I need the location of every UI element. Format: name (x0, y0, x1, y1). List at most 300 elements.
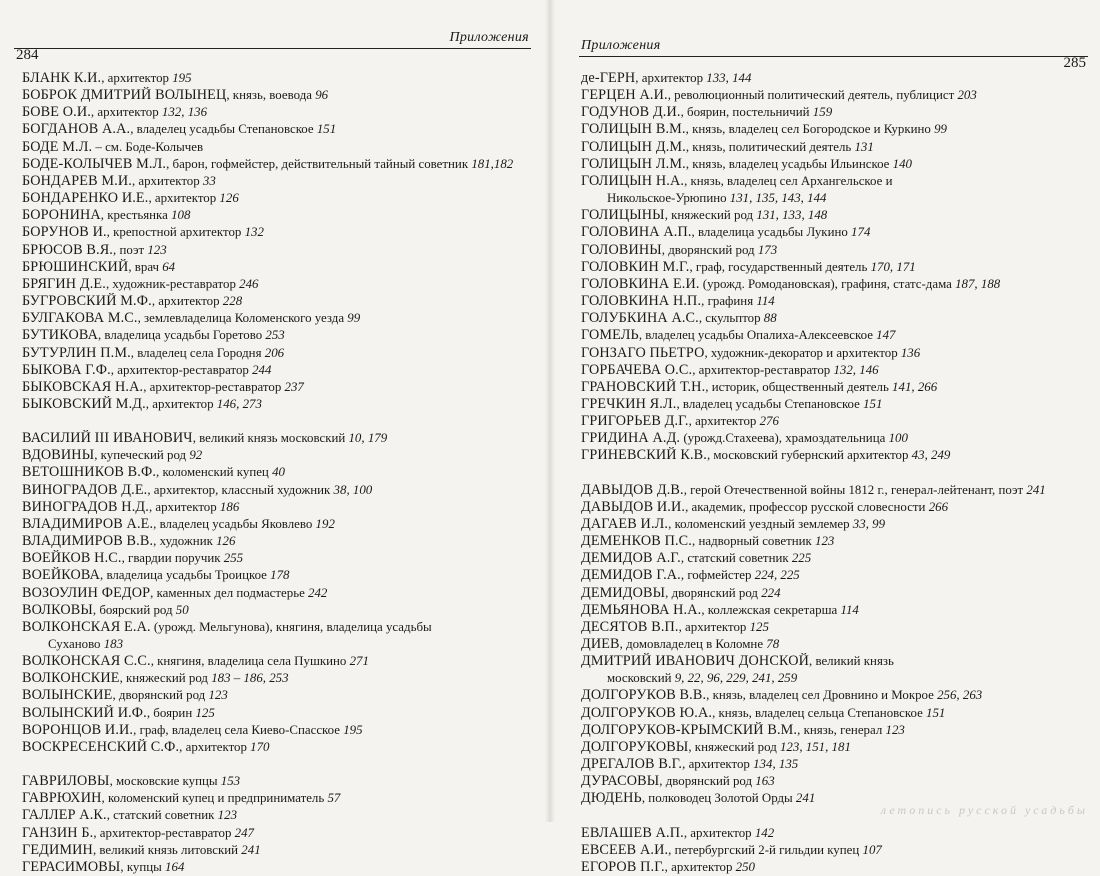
index-entry-description: , князь, владелец сел Архангельское и (684, 173, 893, 188)
index-entry-description: , архитектор (131, 173, 203, 188)
index-entry (581, 379, 1093, 396)
index-entry-pages: 126 (219, 191, 239, 206)
index-entry (22, 87, 542, 104)
index-entry-pages: 271 (349, 654, 369, 669)
index-entry-pages: 33 (202, 173, 216, 188)
index-entry-description: , великий князь (809, 654, 894, 669)
index-entry-name: де-ГЕРН (581, 70, 636, 86)
index-entry-pages: 9, 22, 96, 229, 241, 259 (674, 671, 798, 686)
index-entry-description: , архитектор (682, 757, 754, 772)
index-entry (22, 516, 542, 533)
index-entry-name: ДЕМИДОВ Г.А. (581, 567, 681, 584)
index-entry-pages: 134, 135 (753, 757, 799, 772)
index-entry-pages: 242 (308, 585, 328, 600)
index-entry (22, 585, 542, 602)
index-entry (22, 70, 542, 87)
index-entry-pages: 203 (957, 88, 977, 103)
index-entry-description: , архитектор (145, 396, 217, 411)
index-entry (22, 207, 542, 224)
index-entry-pages: 57 (327, 791, 341, 806)
index-entry (22, 464, 542, 481)
index-entry-name: ГЕРЦЕН А.И. (581, 87, 668, 104)
index-entry-pages: 132, 136 (161, 105, 208, 120)
index-entry-description: , дворянский род (112, 688, 209, 703)
index-entry-description: Суханово (48, 637, 104, 651)
index-entry-pages: 266 (928, 499, 949, 514)
index-entry-description: , надворный советник (692, 534, 816, 549)
index-entry-description: , архитектор (148, 191, 220, 206)
index-entry-name: ДОЛГОРУКОВ В.В. (581, 687, 707, 704)
header-rule (579, 56, 1088, 57)
index-entry-description: , гвардии поручик (121, 551, 224, 566)
index-entry-pages: 181,182 (471, 156, 514, 171)
index-entry (581, 224, 1093, 241)
index-entry-name: БЫКОВА Г.Ф. (22, 361, 111, 378)
index-entry-name: ДОЛГОРУКОВЫ (581, 738, 689, 755)
index-entry-name: ДЮДЕНЬ (581, 790, 642, 807)
index-entry-name: ЕВСЕЕВ А.И. (581, 841, 669, 858)
index-entry-description: , дворянский род (665, 585, 762, 600)
index-entry-name: ВОЗОУЛИН ФЕДОР (22, 584, 151, 601)
index-entry-pages: 247 (234, 825, 254, 840)
index-entry-name: ВОЕЙКОВА (22, 567, 100, 584)
index-entry (581, 327, 1093, 344)
index-entry (22, 362, 542, 379)
index-entry (581, 242, 1093, 259)
running-head-title: Приложения (449, 30, 529, 45)
index-entry-name: ГРЕЧКИН Я.Л. (581, 395, 677, 412)
index-entry-name: БОДЕ М.Л. (22, 138, 93, 155)
index-entry-name: БОНДАРЕНКО И.Е. (22, 190, 149, 207)
index-entry-pages: 123, 151, 181 (779, 739, 851, 754)
index-entry-name: ДРЕГАЛОВ В.Г. (581, 756, 683, 773)
index-entry-name: ГОЛИЦЫН Н.А. (581, 172, 685, 189)
index-entry-pages: 125 (749, 619, 769, 634)
index-entry-name: ГОРБАЧЕВА О.С. (581, 361, 693, 378)
index-entry-pages: 131 (854, 139, 874, 154)
index-entry-name: ГОДУНОВ Д.И. (581, 104, 681, 121)
index-entry-name: ДАВЫДОВ Д.В. (581, 481, 684, 498)
index-entry (22, 242, 542, 259)
index-entry-name: ДМИТРИЙ ИВАНОВИЧ ДОНСКОЙ (581, 653, 809, 670)
index-entry-description: , крепостной архитектор (106, 225, 245, 240)
index-entry (581, 293, 1093, 310)
index-entry-name: ВОЛКОНСКИЕ (22, 670, 120, 687)
index-entry (22, 499, 542, 516)
index-entry-description: , каменных дел подмастерье (150, 585, 309, 600)
index-entry (22, 790, 542, 807)
index-entry (22, 259, 542, 276)
index-entry-name: ВОЛЫНСКИЕ (22, 687, 113, 704)
index-entry-pages: 88 (763, 311, 777, 326)
index-entry-name: ЕВЛАШЕВ А.П. (581, 824, 684, 841)
index-entry-description: , владелец усадьбы Опалиха-Алексеевское (638, 328, 877, 343)
index-entry-pages: 100 (888, 431, 908, 446)
index-entry-description: , скульптор (698, 311, 764, 326)
index-entry-pages: 151 (926, 705, 946, 720)
index-entry-description: , статский советник (680, 551, 792, 566)
index-entry-name: БОВЕ О.И. (22, 104, 91, 121)
index-entry (22, 533, 542, 550)
index-entry-description: , граф, владелец села Киево-Спасское (133, 722, 344, 737)
index-entry-description: , герой Отечественной войны 1812 г., генерал-лейтенант, поэт (683, 482, 1027, 497)
index-entry-description: , архитектор-реставратор (143, 379, 285, 394)
index-entry-name: ГОЛИЦЫН Л.М. (581, 155, 686, 172)
index-entry (22, 327, 542, 344)
index-entry-description: , княжеский род (688, 739, 780, 754)
index-entry-description: , революционный политический деятель, публицист (667, 88, 958, 103)
index-entry-pages: 123 (815, 534, 835, 549)
index-entry-pages: 99 (347, 311, 361, 326)
index-entry-name: БРЮСОВ В.Я. (22, 241, 114, 258)
index-entry-name: ДАВЫДОВ И.И. (581, 498, 686, 515)
index-entry-description: , боярин (146, 705, 196, 720)
index-entry-pages: 153 (220, 774, 241, 789)
index-entry (22, 276, 542, 293)
index-entry-name: ЕГОРОВ П.Г. (581, 858, 665, 875)
index-entry-pages: 255 (223, 551, 244, 566)
index-entry-name: ВДОВИНЫ (22, 447, 95, 464)
index-entry-pages: 131, 135, 143, 144 (729, 191, 827, 206)
index-entry (22, 121, 542, 138)
index-entry (581, 396, 1093, 413)
index-entry (581, 619, 1093, 636)
index-entry-description: , московский губернский архитектор (706, 448, 912, 463)
index-entry (581, 825, 1093, 842)
index-entry-name: ВОЛКОВЫ (22, 601, 93, 618)
index-entry-name: ГОЛИЦЫН Д.М. (581, 138, 686, 155)
index-entry-name: ВОЛЫНСКИЙ И.Ф. (22, 704, 147, 721)
index-entry-description: , архитектор, классный художник (147, 482, 334, 497)
index-entry-pages: 147 (876, 328, 896, 343)
index-entry (22, 345, 542, 362)
index-entry-name: БЫКОВСКИЙ М.Д. (22, 395, 146, 412)
index-entry-pages: 170, 171 (870, 259, 916, 274)
index-entry-pages: 126 (216, 534, 236, 549)
index-entry (581, 430, 1093, 447)
index-entry-description: , московские купцы (109, 774, 221, 789)
index-entry-description: , владелец села Городня (130, 345, 265, 360)
index-entry (22, 773, 542, 790)
index-entry-description: – см. Боде-Колычев (92, 139, 204, 154)
index-entry-description: , дворянский род (661, 242, 758, 257)
index-entry-name: ГАВРЮХИН (22, 790, 102, 807)
index-entry (22, 156, 542, 173)
index-entry (581, 173, 1093, 190)
index-entry (581, 345, 1093, 362)
index-entry (22, 825, 542, 842)
index-entry-pages: 107 (862, 842, 882, 857)
index-entry (581, 636, 1093, 653)
index-entry-name: БЛАНК К.И. (22, 70, 102, 86)
index-entry-description: , историк, общественный деятель (705, 379, 893, 394)
index-entry-pages: 108 (171, 208, 191, 223)
index-entry-description: , князь, владелец сельца Степановское (712, 705, 927, 720)
index-entry-description: московский (607, 671, 675, 686)
index-entry-description: , князь, политический деятель (685, 139, 855, 154)
index-entry-description: , архитектор (683, 825, 755, 840)
index-entry-description: , статский советник (106, 808, 218, 823)
index-entry-description: , дворянский род (659, 774, 756, 789)
index-entry-pages: 151 (316, 122, 337, 137)
index-entry-name: БРЮШИНСКИЙ (22, 258, 129, 275)
index-entry-description: , владелица усадьбы Троицкое (100, 568, 271, 583)
index-entry-pages: 163 (755, 774, 775, 789)
index-entry-name: ГРИНЕВСКИЙ К.В. (581, 447, 707, 464)
index-entry-name: БУТИКОВА (22, 327, 98, 344)
index-entry (581, 207, 1093, 224)
index-entry (581, 585, 1093, 602)
index-entry-description: (урожд. Ромодановская), графиня, статс-дама (699, 276, 956, 291)
index-entry-pages: 136 (900, 345, 921, 360)
index-entry-pages: 159 (812, 105, 833, 120)
index-entry-name: БОГДАНОВ А.А. (22, 121, 131, 138)
index-entry (22, 104, 542, 121)
index-entry-name: ВИНОГРАДОВ Д.Е. (22, 481, 148, 498)
index-entry-pages: 237 (284, 379, 304, 394)
index-entry (22, 567, 542, 584)
watermark: летопись русской усадьбы (880, 803, 1088, 817)
index-entry-description: , архитектор (635, 71, 707, 85)
index-entry-pages: 225 (791, 551, 812, 566)
index-entry-description: , князь, владелец усадьбы Ильинское (685, 156, 893, 171)
index-entry (581, 859, 1093, 876)
index-entry-name: ГОЛУБКИНА А.С. (581, 310, 699, 327)
index-entry (22, 859, 542, 876)
index-entry-name: БУТУРЛИН П.М. (22, 344, 131, 361)
index-entry-name: ДАГАЕВ И.Л. (581, 515, 669, 532)
index-entry-description: , граф, государственный деятель (689, 259, 871, 274)
index-entry-description: , князь, владелец сел Дровнино и Мокрое (706, 688, 938, 703)
index-entry-pages: 173 (757, 242, 778, 257)
index-entry (581, 533, 1093, 550)
index-entry-name: ДЕМЕНКОВ П.С. (581, 533, 692, 550)
index-entry (22, 173, 542, 190)
index-entry-description: , владелец усадьбы Степановское (676, 396, 864, 411)
index-entry-pages: 224, 225 (754, 568, 800, 583)
index-entry-name: ВОЕЙКОВ Н.С. (22, 550, 122, 567)
index-entry-pages: 146, 273 (216, 396, 262, 411)
index-entry-pages: 78 (766, 637, 780, 651)
index-entry-name: ГАНЗИН Б. (22, 824, 94, 841)
index-entry-description: , княжеский род (664, 208, 757, 223)
index-entry-name: ГРИДИНА А.Д. (581, 430, 681, 447)
index-entry-pages: 187, 188 (955, 276, 1001, 291)
index-entry-description: , архитектор (90, 105, 162, 120)
index-entry-pages: 114 (756, 294, 775, 309)
index-entry-name: ВОЛКОНСКАЯ С.С. (22, 653, 151, 670)
index-entry (22, 602, 542, 619)
index-entry-description: , архитектор (101, 71, 173, 85)
index-entry-name: ГОЛИЦЫН В.М. (581, 121, 686, 138)
index-entry (22, 447, 542, 464)
index-entry-name: ГОНЗАГО ПЬЕТРО (581, 344, 705, 361)
index-entry-description: , владелец усадьбы Яковлево (153, 516, 316, 531)
index-entry-name: ВЛАДИМИРОВ В.В. (22, 533, 154, 550)
right-page (555, 0, 1100, 875)
index-column-left (22, 70, 542, 876)
index-entry-pages: 38, 100 (333, 482, 373, 497)
index-entry (22, 293, 542, 310)
index-entry-description: , княгиня, владелица села Пушкино (150, 654, 350, 669)
index-entry (22, 310, 542, 327)
index-entry-name: ГАЛЛЕР А.К. (22, 807, 107, 824)
index-entry (581, 687, 1093, 704)
index-entry-pages: 250 (735, 859, 755, 874)
index-entry-description: , архитектор-реставратор (93, 825, 235, 840)
index-entry-name: ГЕРАСИМОВЫ (22, 858, 121, 875)
index-entry (22, 687, 542, 704)
index-entry (581, 499, 1093, 516)
index-entry-name: БУГРОВСКИЙ М.Ф. (22, 293, 152, 310)
index-entry-pages: 244 (252, 362, 272, 377)
index-entry (581, 516, 1093, 533)
index-entry-pages: 131, 133, 148 (756, 208, 828, 223)
index-entry-description: Никольское-Урюпино (607, 191, 730, 206)
index-entry (581, 139, 1093, 156)
index-entry (22, 482, 542, 499)
index-entry-description: , князь, воевода (226, 88, 316, 103)
index-entry-pages: 241 (1026, 482, 1046, 497)
index-entry-description: , владелица усадьбы Лукино (691, 225, 852, 240)
running-head-title: Приложения (581, 38, 661, 53)
index-entry-pages: 276 (759, 414, 779, 429)
index-entry-pages: 224 (761, 585, 781, 600)
index-entry-description: , князь, генерал (797, 722, 886, 737)
index-entry-name: ГОЛОВКИН М.Г. (581, 258, 690, 275)
index-entry-name: ВЕТОШНИКОВ В.Ф. (22, 464, 157, 481)
index-entry-pages: 123 (217, 808, 238, 823)
index-entry-name: БОДЕ-КОЛЫЧЕВ М.Л. (22, 155, 167, 172)
index-column-right (581, 70, 1093, 876)
index-entry-pages: 33, 99 (852, 516, 886, 531)
index-entry (22, 224, 542, 241)
index-entry-pages: 253 (265, 328, 285, 343)
index-entry-description: , великий князь литовский (92, 842, 242, 857)
index-entry (22, 842, 542, 859)
index-entry-description: , княжеский род (119, 671, 212, 686)
index-entry-description: , полководец Золотой Орды (641, 791, 796, 806)
index-entry (581, 362, 1093, 379)
index-entry (22, 739, 542, 756)
index-entry-name: ДОЛГОРУКОВ Ю.А. (581, 704, 713, 721)
index-entry (581, 602, 1093, 619)
index-entry-name: ГОЛОВИНА А.П. (581, 224, 692, 241)
index-entry-pages: 178 (270, 568, 290, 583)
index-entry (22, 379, 542, 396)
index-entry (581, 310, 1093, 327)
index-entry-description: , гофмейстер (680, 568, 755, 583)
index-entry-pages: 123 (147, 242, 167, 257)
index-entry-name: ГОЛОВКИНА Е.И. (581, 275, 700, 292)
index-entry-name: БУЛГАКОВА М.С. (22, 310, 138, 327)
index-entry-name: ГОМЕЛЬ (581, 327, 639, 344)
index-entry-pages: 183 – 186, 253 (211, 671, 289, 686)
index-entry-pages: 114 (840, 602, 859, 617)
index-entry-description: , крестьянка (100, 208, 172, 223)
index-entry-description: , владелец усадьбы Степановское (130, 122, 317, 137)
index-entry-name: ВИНОГРАДОВ Н.Д. (22, 498, 149, 515)
index-entry-pages: 123 (885, 722, 905, 737)
index-entry (22, 722, 542, 739)
index-entry-description: , врач (128, 259, 163, 274)
index-entry-continuation (22, 636, 542, 653)
index-entry-description: , художник-декоратор и архитектор (704, 345, 901, 360)
index-entry-description: , коломенский купец и предприниматель (101, 791, 328, 806)
index-entry-pages: 195 (343, 722, 363, 737)
index-entry-pages: 151 (863, 396, 883, 411)
index-entry-pages: 141, 266 (892, 379, 938, 394)
index-entry-description: , коломенский купец (156, 465, 273, 480)
index-entry-name: ГЕДИМИН (22, 841, 93, 858)
index-entry-description: , боярин, постельничий (680, 105, 813, 120)
index-entry-pages: 92 (189, 448, 203, 463)
index-entry-description: , художник-реставратор (105, 276, 240, 291)
index-entry (581, 447, 1093, 464)
index-entry (581, 121, 1093, 138)
index-entry-name: ВОРОНЦОВ И.И. (22, 721, 134, 738)
index-entry-description: , князь, владелец сел Богородское и Куркино (685, 122, 935, 137)
index-entry-description: , домовладелец в Коломне (619, 637, 767, 651)
index-entry (581, 567, 1093, 584)
index-entry-pages: 246 (239, 276, 259, 291)
index-entry-name: ГРИГОРЬЕВ Д.Г. (581, 413, 689, 430)
index-entry (581, 87, 1093, 104)
index-entry-description: , купеческий род (94, 448, 190, 463)
index-entry-name: ВОЛКОНСКАЯ Е.А. (22, 618, 151, 635)
index-entry (581, 482, 1093, 499)
left-page (0, 0, 545, 875)
index-entry (22, 396, 542, 413)
index-entry-continuation (581, 670, 1093, 687)
index-entry-description: , архитектор (148, 499, 220, 514)
index-entry-pages: 241 (241, 842, 261, 857)
index-entry (581, 550, 1093, 567)
index-entry (581, 413, 1093, 430)
index-entry-pages: 186 (219, 499, 240, 514)
index-entry-description: , землевладелица Коломенского уезда (137, 311, 348, 326)
index-entry-pages: 125 (195, 705, 215, 720)
index-entry-description: , архитектор-реставратор (110, 362, 253, 377)
index-entry-pages: 10, 179 (348, 431, 388, 446)
index-entry (581, 722, 1093, 739)
index-entry-name: ВЛАДИМИРОВ А.Е. (22, 515, 154, 532)
index-entry-name: ГОЛОВКИНА Н.П. (581, 293, 702, 310)
index-entry-name: БОРУНОВ И. (22, 224, 107, 241)
index-entry-pages: 170 (250, 739, 270, 754)
index-entry-name: ДУРАСОВЫ (581, 773, 660, 790)
index-entry (581, 276, 1093, 293)
header-rule (14, 48, 531, 49)
index-entry-description: , поэт (113, 242, 148, 257)
index-entry-description: , архитектор (179, 739, 251, 754)
index-entry-pages: 133, 144 (706, 71, 752, 85)
index-entry-description: (урожд.Стахеева), храмоздательница (680, 431, 889, 446)
index-entry-pages: 228 (222, 294, 243, 309)
index-entry (581, 259, 1093, 276)
index-entry (22, 619, 542, 636)
book-gutter (545, 0, 555, 822)
index-entry-pages: 50 (175, 602, 189, 617)
index-entry-name: БОРОНИНА (22, 207, 101, 224)
index-entry-pages: 132, 146 (833, 362, 879, 377)
index-entry-description: (урожд. Мельгунова), княгиня, владелица усадьбы (150, 619, 432, 634)
index-entry (581, 739, 1093, 756)
index-entry-name: ДИЕВ (581, 636, 620, 652)
index-entry-continuation (581, 190, 1093, 207)
index-entry-pages: 40 (272, 465, 285, 480)
index-entry-pages: 99 (934, 122, 947, 137)
